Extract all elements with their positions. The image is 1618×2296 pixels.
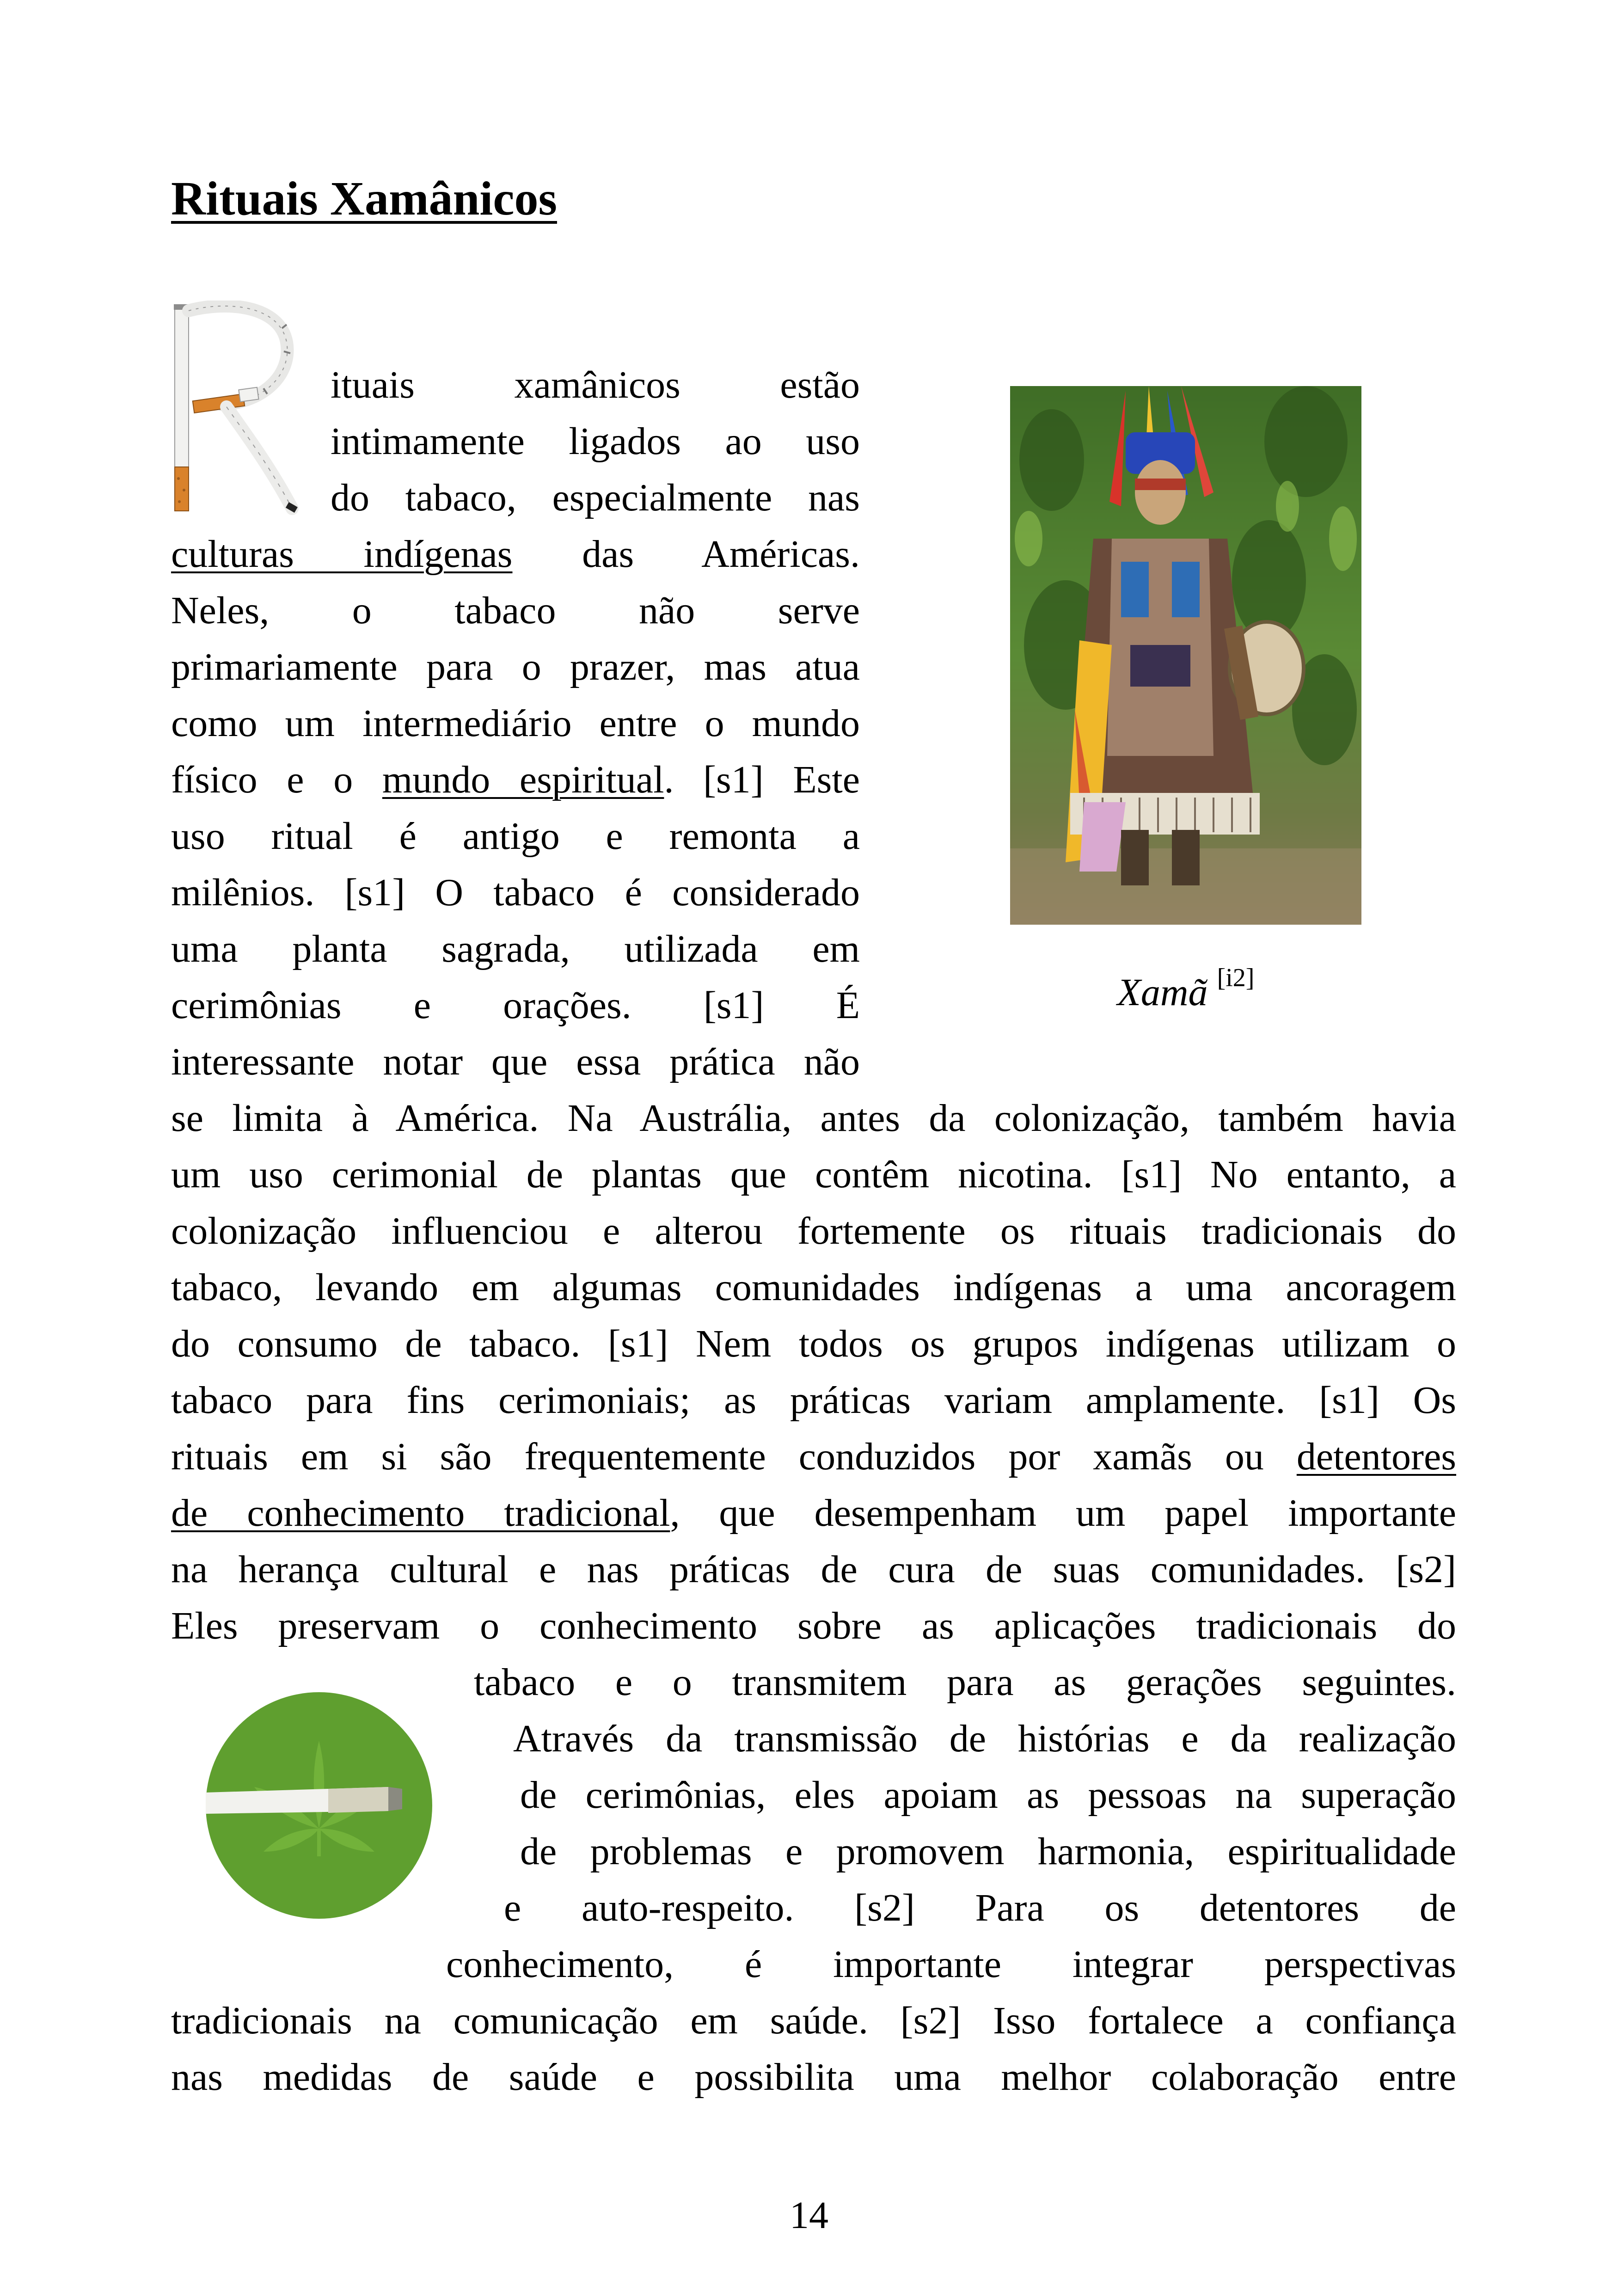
underlined-term: detentores	[1296, 1435, 1456, 1478]
text-line: tabaco para fins cerimoniais; as práticas variam amplamente. [s1] Os	[171, 1379, 1456, 1422]
text-line: do tabaco, especialmente nas	[331, 476, 860, 519]
figure-caption	[1010, 964, 1361, 1014]
text-line: ituais xamânicos estão	[331, 363, 860, 406]
text-line: como um intermediário entre o mundo	[171, 702, 860, 745]
text-line: do consumo de tabaco. [s1] Nem todos os grupos indígenas utilizam o	[171, 1322, 1456, 1365]
text-span: , que desempenham um papel importante	[670, 1492, 1456, 1535]
text-line: primariamente para o prazer, mas atua	[171, 645, 860, 688]
text-line: um uso cerimonial de plantas que contêm nicotina. [s1] No entanto, a	[171, 1153, 1456, 1196]
text-line: Eles preservam o conhecimento sobre as aplicações tradicionais do	[171, 1604, 1456, 1647]
text-span: das Américas.	[512, 533, 860, 576]
drop-cap-r-cigarette-illustration	[171, 301, 305, 518]
text-line: se limita à América. Na Austrália, antes da colonização, também havia	[171, 1097, 1456, 1140]
text-span: rituais em si são frequentemente conduzidos por xamãs ou	[171, 1435, 1297, 1478]
text-line: na herança cultural e nas práticas de cura de suas comunidades. [s2]	[171, 1548, 1456, 1591]
text-line: uma planta sagrada, utilizada em	[171, 927, 860, 970]
text-line: tradicionais na comunicação em saúde. [s2] Isso fortalece a confiança	[171, 1999, 1456, 2042]
text-line: intimamente ligados ao uso	[331, 420, 860, 463]
text-line: conhecimento, é importante integrar perspectivas	[446, 1943, 1456, 1986]
text-line	[171, 526, 860, 583]
text-line: Através da transmissão de histórias e da realização	[513, 1717, 1456, 1760]
text-line: Neles, o tabaco não serve	[171, 589, 860, 632]
text-line: tabaco e o transmitem para as gerações seguintes.	[474, 1661, 1456, 1704]
text-line: tabaco, levando em algumas comunidades indígenas a uma ancoragem	[171, 1266, 1456, 1309]
text-line	[171, 752, 860, 808]
text-line: uso ritual é antigo e remonta a	[171, 815, 860, 858]
underlined-term: mundo espiritual	[382, 758, 664, 801]
caption-reference: [i2]	[1217, 964, 1255, 992]
text-line: cerimônias e orações. [s1] É	[171, 984, 860, 1027]
text-line: de problemas e promovem harmonia, espiritualidade	[520, 1830, 1456, 1873]
text-line: milênios. [s1] O tabaco é considerado	[171, 871, 860, 914]
cannabis-joint-icon	[203, 1690, 435, 1921]
underlined-term: culturas indígenas	[171, 533, 513, 576]
caption-text: Xamã	[1117, 971, 1208, 1014]
text-line: de cerimônias, eles apoiam as pessoas na superação	[520, 1774, 1456, 1817]
text-line: colonização influenciou e alterou fortemente os rituais tradicionais do	[171, 1209, 1456, 1252]
text-span: . [s1] Este	[664, 758, 860, 801]
underlined-term: de conhecimento tradicional	[171, 1492, 670, 1535]
shaman-photo	[1010, 386, 1361, 925]
text-line	[171, 1485, 1456, 1541]
text-line: nas medidas de saúde e possibilita uma melhor colaboração entre	[171, 2056, 1456, 2099]
page-title: Rituais Xamânicos	[171, 172, 557, 225]
text-line	[171, 1429, 1456, 1485]
text-span: físico e o	[171, 758, 382, 801]
page-number: 14	[790, 2194, 828, 2237]
text-line: interessante notar que essa prática não	[171, 1040, 860, 1083]
text-line: e auto-respeito. [s2] Para os detentores de	[504, 1886, 1456, 1929]
